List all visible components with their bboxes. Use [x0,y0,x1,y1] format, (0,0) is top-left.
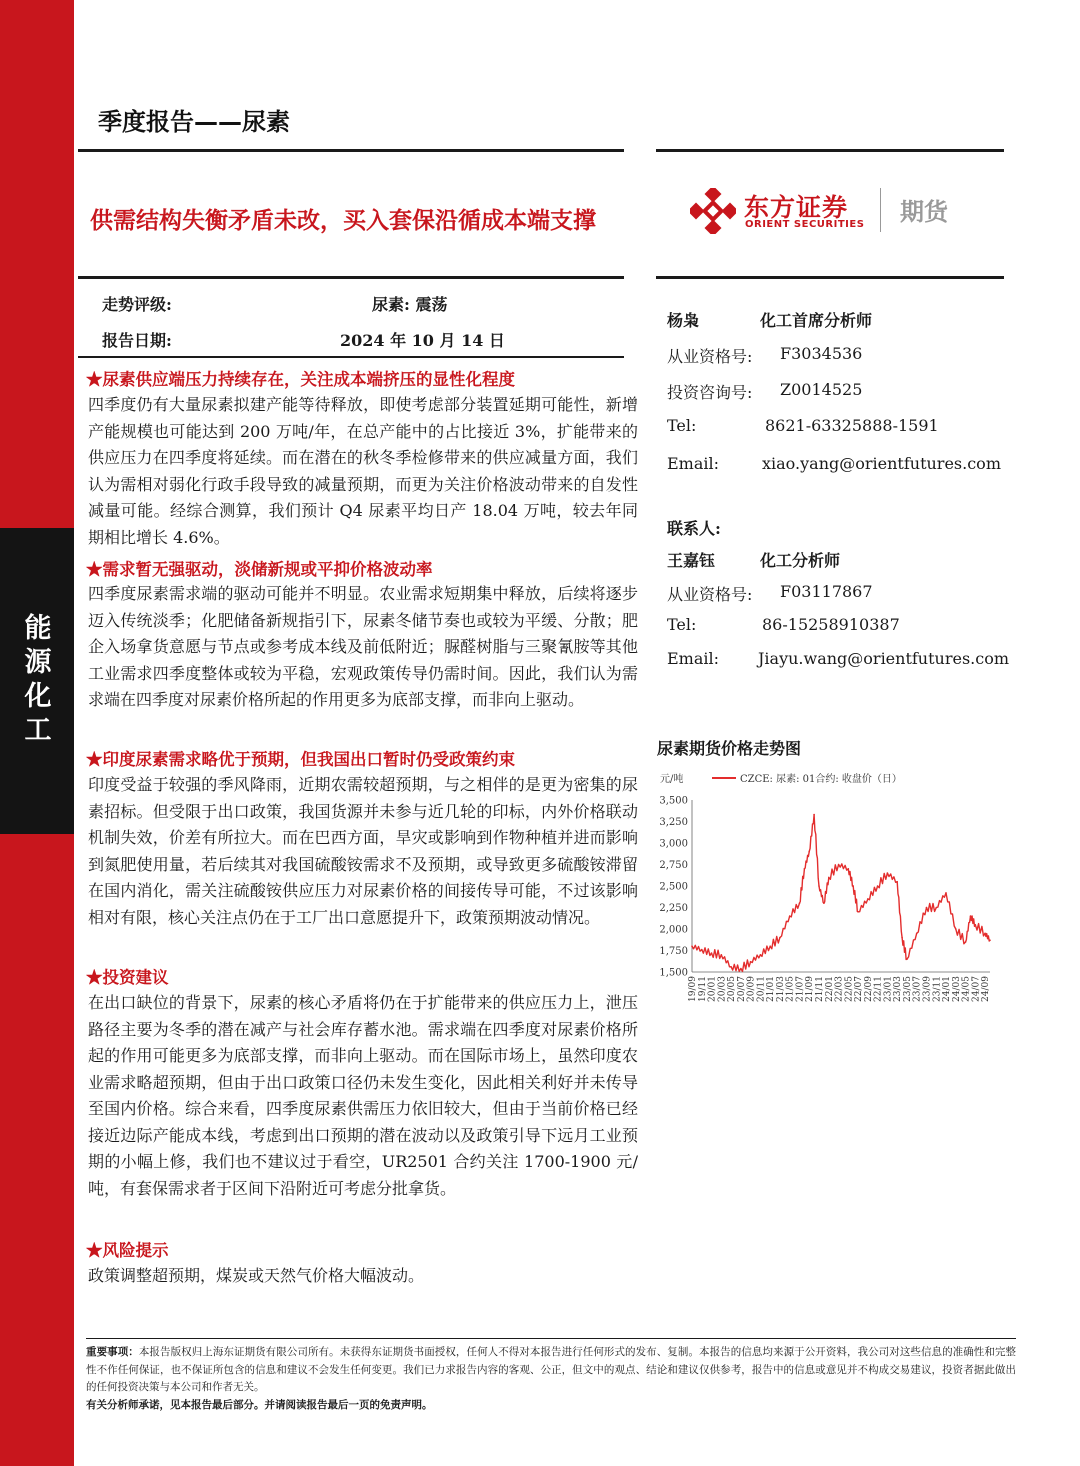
series-point [813,814,815,816]
sidebar-category-label: 能源化工 [24,613,52,746]
report-headline: 供需结构失衡矛盾未改，买入套保沿循成本端支撑 [90,208,596,234]
x-tick-label: 23/09 [922,976,933,1002]
series-point [808,851,810,853]
series-point [916,933,918,935]
analyst-tel-label: Tel: [667,416,697,435]
series-point [975,924,977,926]
series-point [955,928,957,930]
series-point [789,915,791,917]
x-tick-label: 24/03 [951,976,962,1002]
x-tick-label: 23/05 [902,976,913,1002]
series-point [779,937,781,939]
series-point [828,877,830,879]
x-tick-label: 21/11 [815,976,826,1002]
disclaimer-lead: 重要事项： [86,1346,139,1358]
section-title-demand: ★需求暂无强驱动，淡储新规或平抑价格波动率 [86,560,433,579]
x-tick-label: 23/01 [883,976,894,1002]
x-tick-label: 22/01 [824,976,835,1002]
section-body-supply: 四季度仍有大量尿素拟建产能等待释放，即使考虑部分装置延期可能性，新增产能规模也可能达到 200 万吨/年，在总产能中的占比接近 3%，扩能带来的供应压力在四季度将延续。而在潜在的秋冬季检修带来的供应减量方面，我们认为需相对弱化行政手段导致的减量预期，而更为关注价格波动带来的自发性减量可能。经综合测算，我们预计 Q4 尿素平均日产 18.04 万吨，较去年同期相比增长 4.6%。 [88,395,638,547]
rating-value: 尿素: 震荡 [372,295,448,314]
analyst-name: 杨枭 [667,311,700,330]
series-point [711,952,713,954]
series-point [804,868,806,870]
series-point [760,954,762,956]
logo-suffix: 期货 [900,198,948,226]
disclaimer-analyst-note: 有关分析师承诺，见本报告最后部分。并请阅读报告最后一页的免责声明。 [86,1398,433,1411]
y-tick-label: 1,750 [659,946,688,957]
series-point [799,902,801,904]
chart-unit-label: 元/吨 [660,774,684,785]
x-tick-label: 23/03 [893,976,904,1002]
section-body-demand: 四季度尿素需求端的驱动可能并不明显。农业需求短期集中释放，后续将逐步迈入传统淡季；化肥储备新规指引下，尿素冬储节奏也或较为平缓、分散；肥企入场拿货意愿与节点或参考成本线及前低附近；脲醛树脂与三聚氰胺等其他工业需求四季度整体或较为平稳，宏观政策传导仍需时间。因此，我们认为需求端在四季度对尿素价格所起的作用更多为底部支撑，而非向上驱动。 [88,584,638,709]
x-tick-label: 22/05 [844,976,855,1002]
contact-name: 王嘉钰 [667,551,716,570]
x-tick-label: 21/09 [805,976,816,1002]
contact-tel-value: 86-15258910387 [762,615,900,634]
contact-role: 化工分析师 [760,551,841,570]
contact-email-value[interactable]: Jiayu.wang@orientfutures.com [758,649,1010,668]
logo-company-name: 东方证券 [744,193,849,222]
series-point [852,885,854,887]
header-divider-right [656,149,1004,152]
orient-logo-icon [690,188,736,234]
headline-divider-left [78,276,624,279]
footer-divider [86,1338,1016,1339]
y-tick-label: 3,250 [659,817,688,828]
analyst-role: 化工首席分析师 [760,311,873,330]
analyst-consult-value: Z0014525 [780,380,863,399]
y-tick-label: 3,000 [659,838,688,850]
series-point [701,949,703,951]
y-tick-label: 3,500 [659,795,688,807]
x-tick-label: 19/11 [697,976,708,1002]
report-date-value: 2024 年 10 月 14 日 [340,331,505,350]
series-point [823,902,825,904]
x-tick-label: 20/03 [717,976,728,1002]
x-tick-label: 23/07 [912,976,923,1002]
x-tick-label: 20/09 [746,976,757,1002]
series-point [965,941,967,943]
legend-label: CZCE: 尿素: 01合约: 收盘价（日） [740,774,902,785]
logo-company-name-en: ORIENT SECURITIES [745,219,865,230]
section-body-export: 印度受益于较强的季风降雨，近期农需较超预期，与之相伴的是更为密集的尿素招标。但受限于出口政策，我国货源并未参与近几轮的印标，内外价格联动机制失效，价差有所拉大。而在巴西方面，旱灾或影响到作物种植并进而影响到氮肥使用量，若后续其对我国硫酸铵需求不及预期，或导致更多硫酸铵滞留在国内消化，需关注硫酸铵供应压力对尿素价格的间接传导可能，不过该影响相对有限，核心关注点仍在于工厂出口意愿提升下，政策预期波动情况。 [88,775,638,927]
series-point [857,911,859,913]
x-tick-label: 24/07 [971,976,982,1002]
section-body-investment: 在出口缺位的背景下，尿素的核心矛盾将仍在于扩能带来的供应压力上，泄压路径主要为冬季的潜在减产与社会库存蓄水池。需求端在四季度对尿素价格所起的作用可能更多为底部支撑，而非向上驱动。而在国际市场上，虽然印度农业需求略超预期，但由于出口政策口径仍未发生变化，因此相关利好并未传导至国内价格。综合来看，四季度尿素供需压力依旧较大，但由于当前价格已经接近边际产能成本线，考虑到出口预期的潜在波动以及政策引导下远月工业预期的小幅上修，我们也不建议过于看空，UR2501 合约关注 1700-1900 元/吨，有套保需求者于区间下沿附近可考虑分批拿货。 [88,993,638,1198]
analyst-tel-value: 8621-63325888-1591 [765,416,939,435]
series-point [945,892,947,894]
series-point [730,966,732,968]
x-tick-label: 21/01 [766,976,777,1002]
series-point [989,939,991,941]
logo-separator [880,188,881,232]
x-tick-label: 20/11 [756,976,767,1002]
x-tick-label: 21/05 [785,976,796,1002]
section-body-risk: 政策调整超预期，煤炭或天然气价格大幅波动。 [88,1266,425,1285]
series-point [901,937,903,939]
series-point [750,961,752,963]
y-tick-label: 2,500 [659,881,688,893]
rating-label: 走势评级: [102,295,172,314]
section-title-supply: ★尿素供应端压力持续存在，关注成本端挤压的显性化程度 [86,370,515,389]
report-date-label: 报告日期: [102,331,172,350]
x-tick-label: 19/09 [688,976,698,1002]
series-point [896,881,898,883]
series-point [877,885,879,887]
header-divider-left [78,149,624,152]
analyst-email-value[interactable]: xiao.yang@orientfutures.com [762,454,1001,473]
company-logo [690,186,980,236]
x-tick-label: 21/07 [795,976,806,1002]
x-tick-label: 24/01 [942,976,953,1002]
y-tick-label: 2,000 [659,924,688,936]
series-point [970,915,972,917]
section-title-risk: ★风险提示 [86,1241,169,1260]
series-point [926,907,928,909]
y-tick-label: 2,750 [659,860,688,871]
contact-cert-value: F03117867 [780,582,873,601]
x-tick-label: 22/11 [873,976,884,1002]
section-title-investment: ★投资建议 [86,968,169,987]
x-tick-label: 20/05 [727,976,738,1002]
y-tick-label: 2,250 [659,903,688,914]
series-point [906,958,908,960]
contact-tel-label: Tel: [667,615,697,634]
disclaimer-text: 本报告版权归上海东证期货有限公司所有。未获得东证期货书面授权，任何人不得对本报告进行任何形式的发布、复制。本报告的信息均来源于公开资料，我公司对这些信息的准确性和完整性不作任何保证，也不保证所包含的信息和建议不会发生任何变更。我们已力求报告内容的客观、公正，但文中的观点、结论和建议仅供参考，报告中的信息或意见并不构成交易建议，投资者据此做出的任何投资决策与本公司和作者无关。 [86,1346,1017,1393]
contact-cert-label: 从业资格号: [667,585,753,604]
x-tick-label: 23/11 [932,976,943,1002]
series-point [887,872,889,874]
series-point [769,945,771,947]
x-tick-label: 22/09 [863,976,874,1002]
x-tick-label: 22/03 [834,976,845,1002]
analyst-cert-label: 从业资格号: [667,347,753,366]
chart-title: 尿素期货价格走势图 [657,739,802,758]
headline-divider-right [656,276,1004,279]
x-tick-label: 22/07 [854,976,865,1002]
price-chart [656,764,1006,1054]
meta-divider [78,356,624,358]
series-point [838,864,840,866]
analyst-cert-value: F3034536 [780,344,863,363]
analyst-consult-label: 投资咨询号: [667,383,753,402]
x-tick-label: 24/09 [981,976,992,1002]
series-point [848,868,850,870]
series-point [936,907,938,909]
x-tick-label: 21/03 [775,976,786,1002]
series-point [818,885,820,887]
y-tick-label: 1,500 [659,967,688,979]
series-point [721,954,723,956]
x-tick-label: 20/01 [707,976,718,1002]
series-point [740,968,742,970]
series-point [691,945,693,947]
section-title-export: ★印度尿素需求略优于预期，但我国出口暂时仍受政策约束 [86,750,515,769]
contact-email-label: Email: [667,649,720,668]
x-tick-label: 24/05 [961,976,972,1002]
series-point [867,898,869,900]
disclaimer [86,1344,1016,1414]
contact-heading: 联系人: [667,519,721,538]
x-tick-label: 20/07 [736,976,747,1002]
analyst-email-label: Email: [667,454,720,473]
report-type-title: 季度报告——尿素 [98,108,290,136]
series-point [984,933,986,935]
